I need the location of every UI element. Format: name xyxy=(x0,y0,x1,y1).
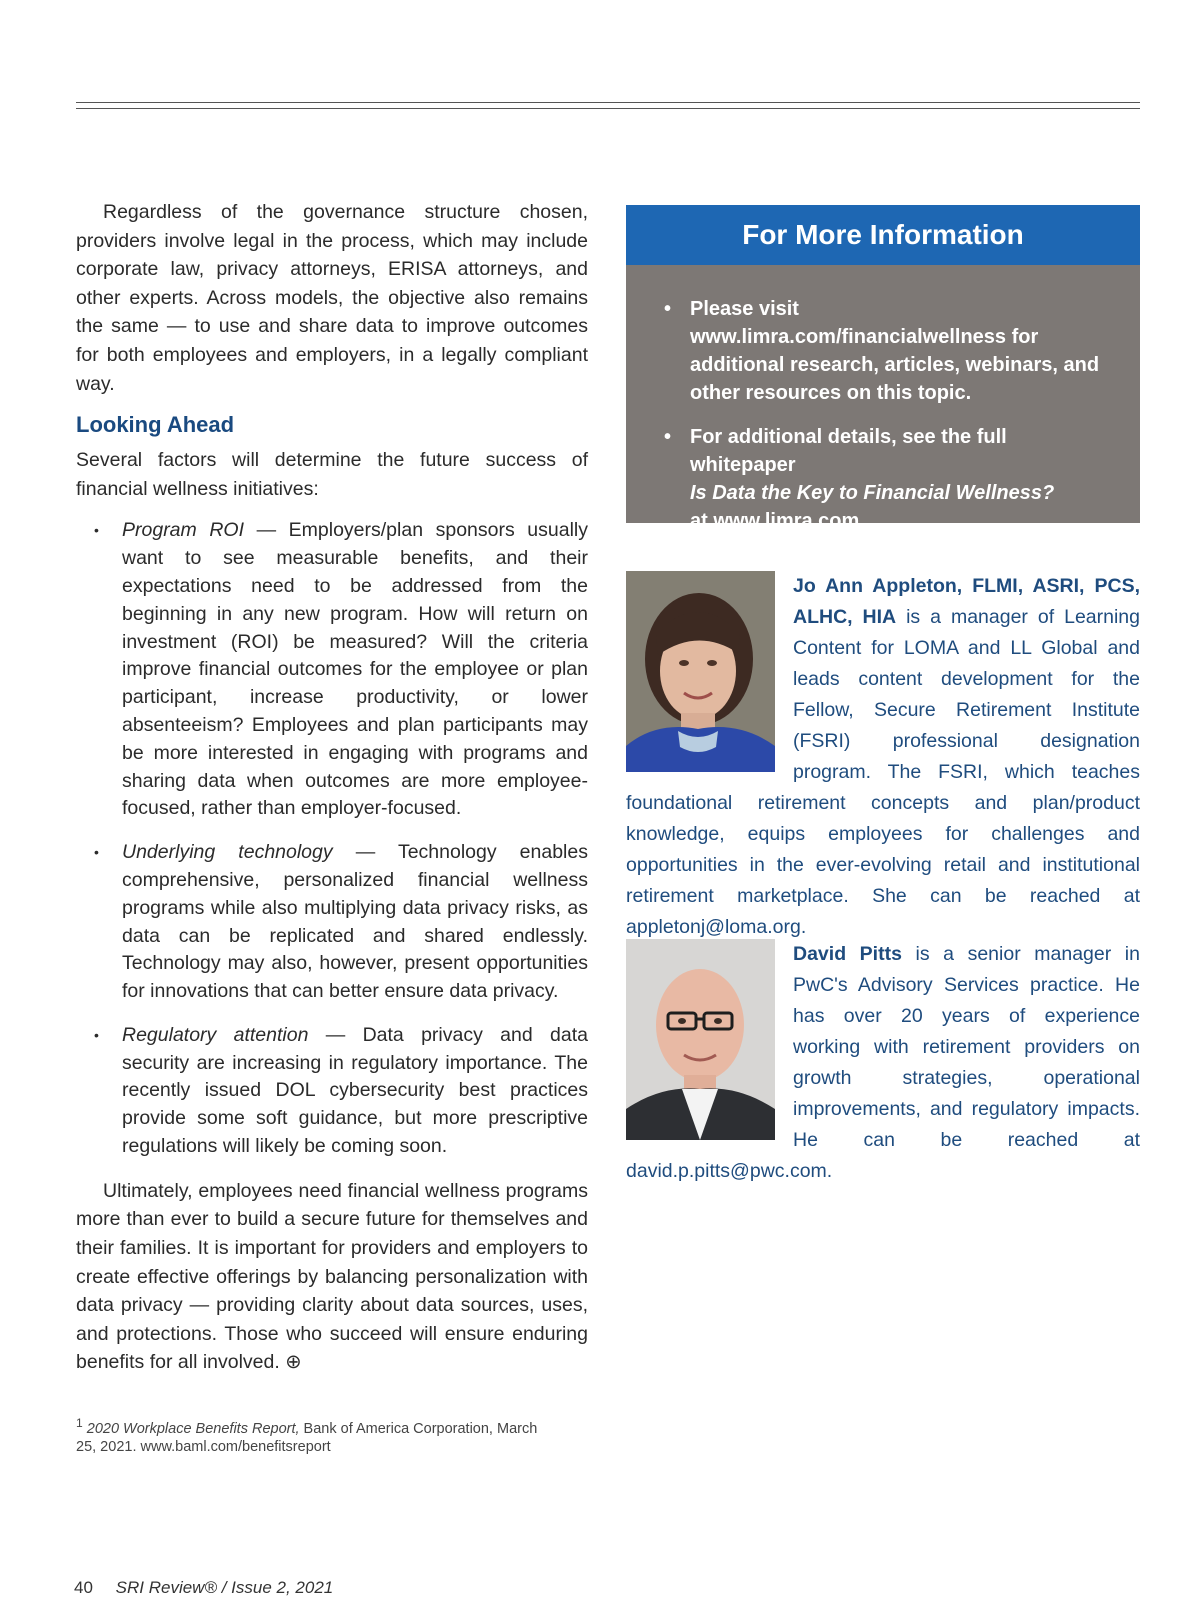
conclusion-text: Ultimately, employees need financial wellness programs more than ever to build a secure future for themselves and their families. It is important for providers and employers to create effective offerings by balancing personalization with data privacy — providing clarity about data sources, uses, and protections. Those who succeed will ensure enduring benefits for all involved. xyxy=(76,1179,588,1374)
intro-paragraph: Regardless of the governance structure chosen, providers involve legal in the process, which may include corporate law, privacy attorneys, ERISA attorneys, and other experts. Across models, the objective also remains the same — to use and share data to improve outcomes for both employees and employers, in a legally compliant way. xyxy=(76,201,588,395)
page-number: 40 xyxy=(74,1578,93,1597)
more-info-title: For More Information xyxy=(626,205,1140,265)
main-article-column xyxy=(76,198,588,1377)
conclusion-paragraph xyxy=(76,1177,588,1377)
author-name: Jo Ann Appleton, FLMI, ASRI, PCS, ALHC, HIA xyxy=(793,575,1140,628)
more-info-box xyxy=(626,205,1140,532)
more-info-item-text: For additional details, see the full whitepaper xyxy=(690,426,1007,476)
footnote-title: 2020 Workplace Benefits Report, xyxy=(86,1420,300,1437)
factor-item xyxy=(94,839,588,1006)
author-photo xyxy=(626,571,775,772)
factor-term: Underlying technology xyxy=(122,841,333,864)
footnote-citation: Bank of America Corporation, March 25, 2021. www.baml.com/benefitsreport xyxy=(76,1420,538,1455)
whitepaper-title: Is Data the Key to Financial Wellness? xyxy=(690,482,1055,504)
factor-text: — Employers/plan sponsors usually want to see measurable benefits, and their expectations need to be addressed from the beginning in any new program. How will return on investment (ROI) be measured? Will the criteria improve financial outcomes for the employee or plan participant, increase productivity, or lower absenteeism? Employees and plan participants may be more interested in engaging with programs and sharing data when outcomes are more employee-focused, rather than employer-focused. xyxy=(122,519,589,820)
section-heading-looking-ahead: Looking Ahead xyxy=(76,412,235,438)
top-rule xyxy=(76,102,1140,103)
author-bio-text: is a senior manager in PwC's Advisory Services practice. He has over 20 years of experience working with retirement providers on growth strategies, operational improvements, and regulatory impacts. He can be reached at david.p.pitts@pwc.com. xyxy=(626,943,1140,1182)
publication-name: SRI Review® / Issue 2, 2021 xyxy=(115,1578,334,1597)
bullet-icon: • xyxy=(94,522,99,539)
footnote xyxy=(76,1414,556,1456)
factor-term: Program ROI xyxy=(122,519,245,542)
factors-lead: Several factors will determine the future success of financial wellness initiatives: xyxy=(76,449,588,500)
more-info-item-link: at www.limra.com. xyxy=(690,510,865,532)
bullet-icon: • xyxy=(94,844,99,861)
factor-text: — Data privacy and data security are increasing in regulatory importance. The recently issued DOL cybersecurity best practices provide some soft guidance, but more prescriptive regulations will likely be coming soon. xyxy=(122,1023,588,1158)
more-info-item xyxy=(664,423,1100,535)
bullet-icon: • xyxy=(664,298,672,320)
factors-list xyxy=(76,517,588,1161)
portrait-photo-icon xyxy=(626,571,775,772)
author-bio-appleton xyxy=(626,571,1140,943)
author-name: David Pitts xyxy=(793,943,902,965)
factor-item xyxy=(94,517,589,823)
factor-text: — Technology enables comprehensive, personalized financial wellness programs while also multiplying data privacy risks, as data can be replicated and shared endlessly. Technology may also, however, present opportunities for innovations that can better ensure data privacy. xyxy=(122,841,588,1003)
more-info-list xyxy=(626,265,1140,535)
end-mark-icon: ⊕ xyxy=(285,1351,302,1374)
footnote-marker: 1 xyxy=(76,1416,83,1430)
top-rule-secondary xyxy=(76,108,1140,109)
more-info-item xyxy=(664,295,1100,407)
author-bio-pitts xyxy=(626,939,1140,1187)
factor-term: Regulatory attention xyxy=(122,1023,309,1046)
more-info-item-text: Please visit www.limra.com/financialwellness for additional research, articles, webinars, and other resources on this topic. xyxy=(690,298,1100,404)
bullet-icon: • xyxy=(664,426,672,448)
author-bio-text: is a manager of Learning Content for LOMA and LL Global and leads content development for the Fellow, Secure Retirement Institute (FSRI) professional designation program. The FSRI, which teaches foundational retirement concepts and plan/product knowledge, equips employees for challenges and opportunities in the ever-evolving retail and institutional retirement marketplace. She can be reached at appletonj@loma.org. xyxy=(626,606,1140,938)
author-photo xyxy=(626,939,775,1140)
portrait-photo-icon xyxy=(626,939,775,1140)
factor-item xyxy=(94,1022,588,1161)
bullet-icon: • xyxy=(94,1026,99,1043)
page-footer xyxy=(74,1578,333,1598)
